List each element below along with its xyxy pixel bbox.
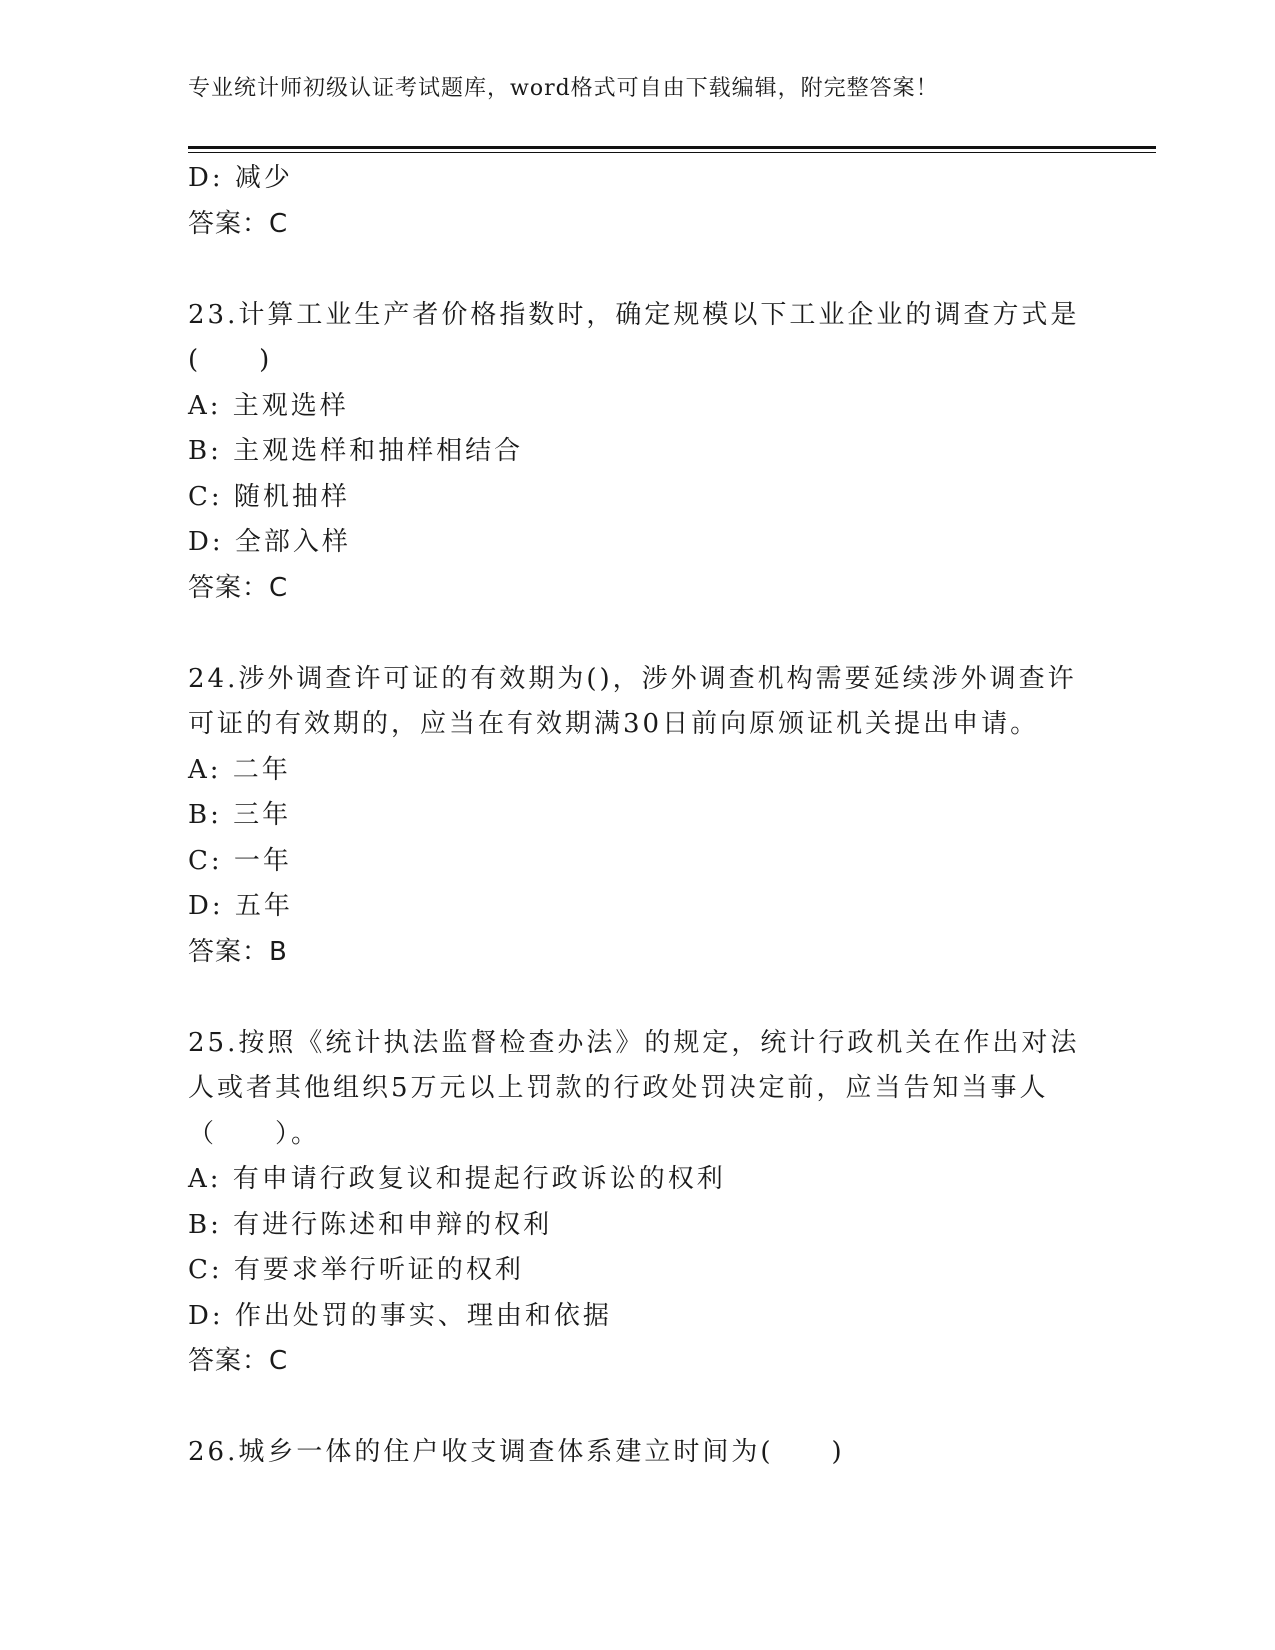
question-text-line: 人或者其他组织5万元以上罚款的行政处罚决定前，应当告知当事人 — [188, 1073, 1049, 1103]
question-text-line: ( ) — [188, 345, 273, 375]
answer: 答案：B — [188, 936, 288, 967]
option-a: A: 主观选样 — [188, 390, 349, 421]
option-d: D: 作出处罚的事实、理由和依据 — [188, 1300, 612, 1331]
option-a: A: 二年 — [188, 754, 291, 785]
header-rule-thick — [188, 146, 1156, 149]
question-26 — [188, 1430, 1088, 1476]
question-text-line: 24.涉外调查许可证的有效期为()，涉外调查机构需要延续涉外调查许 — [188, 663, 1077, 694]
option-c: C: 随机抽样 — [188, 481, 350, 512]
question-23 — [188, 293, 1088, 612]
option-b: B: 主观选样和抽样相结合 — [188, 436, 524, 466]
question-25 — [188, 1021, 1088, 1385]
answer: 答案：C — [188, 1346, 289, 1376]
spacer — [188, 975, 1088, 1021]
option-d: D: 五年 — [188, 891, 293, 921]
option-c: C: 一年 — [188, 845, 292, 876]
question-text-line: 26.城乡一体的住户收支调查体系建立时间为( ) — [188, 1437, 845, 1467]
prev-answer: 答案：C — [188, 208, 289, 239]
question-text-line: 23.计算工业生产者价格指数时，确定规模以下工业企业的调查方式是 — [188, 299, 1080, 330]
option-d: D: 全部入样 — [188, 527, 351, 557]
question-24 — [188, 657, 1088, 976]
option-a: A: 有申请行政复议和提起行政诉讼的权利 — [188, 1164, 726, 1194]
prev-option-d: D: 减少 — [188, 163, 293, 193]
option-b: B: 有进行陈述和申辩的权利 — [188, 1209, 553, 1240]
answer: 答案：C — [188, 572, 289, 603]
option-b: B: 三年 — [188, 800, 292, 830]
header-rule-thin — [188, 152, 1156, 153]
question-text-line: 25.按照《统计执法监督检查办法》的规定，统计行政机关在作出对法 — [188, 1027, 1080, 1058]
spacer — [188, 1385, 1088, 1431]
question-content — [188, 156, 1088, 1476]
question-text-line: （ ）。 — [188, 1118, 321, 1149]
spacer — [188, 611, 1088, 657]
option-c: C: 有要求举行听证的权利 — [188, 1255, 524, 1285]
question-text-line: 可证的有效期的，应当在有效期满30日前向原颁证机关提出申请。 — [188, 709, 1040, 739]
page-header: 专业统计师初级认证考试题库，word格式可自由下载编辑，附完整答案！ — [188, 76, 939, 101]
spacer — [188, 247, 1088, 293]
